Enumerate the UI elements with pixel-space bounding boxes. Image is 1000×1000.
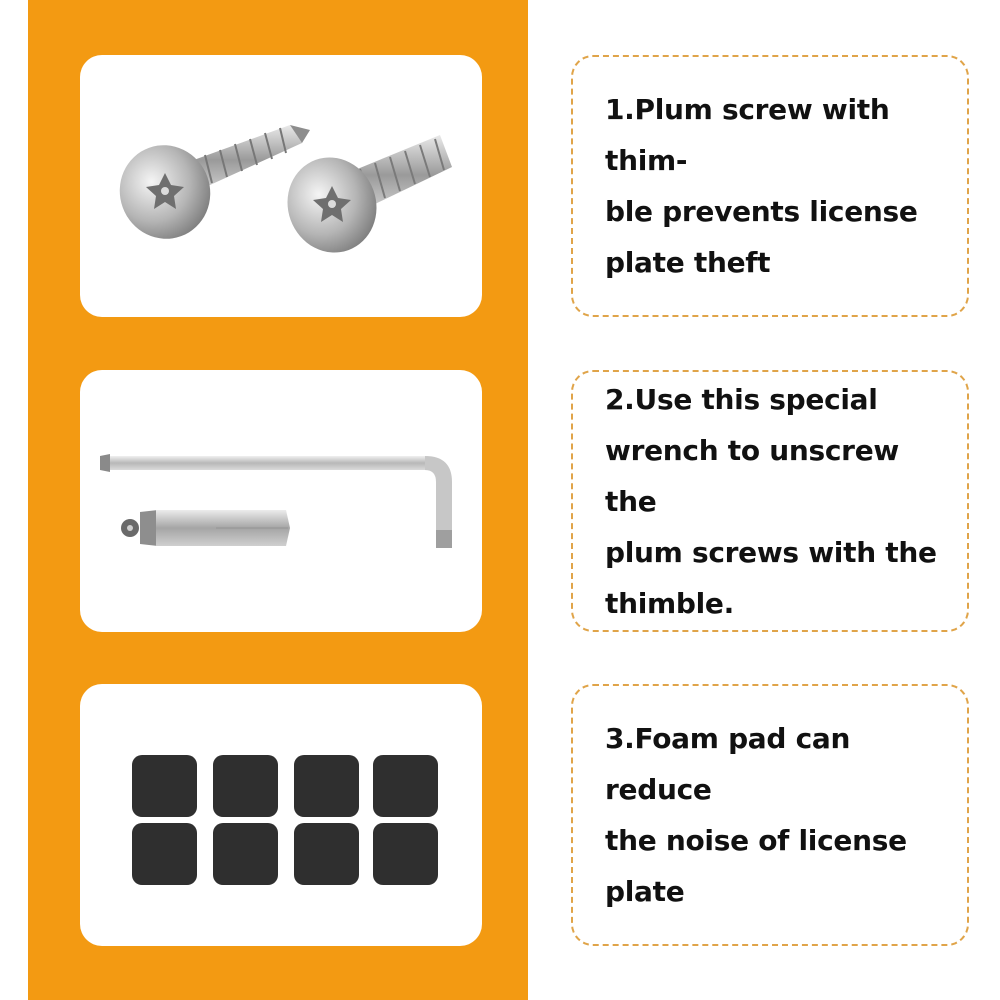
wrench-and-bit-image [80, 370, 482, 632]
feature-text-3: 3.Foam pad can reduce the noise of license plate [605, 722, 907, 908]
foam-pad-grid [132, 755, 438, 885]
foam-pad [373, 823, 438, 885]
driver-bit [121, 510, 290, 546]
foam-pad [373, 755, 438, 817]
foam-pads-image-card [80, 684, 482, 946]
foam-pad [294, 755, 359, 817]
feature-text-1: 1.Plum screw with thim- ble prevents license plate theft [605, 93, 918, 279]
foam-pad [213, 823, 278, 885]
foam-pad [294, 823, 359, 885]
machine-screw [274, 135, 452, 265]
foam-pad [132, 755, 197, 817]
foam-pad [213, 755, 278, 817]
security-screws-image [80, 55, 482, 317]
screws-image-card [80, 55, 482, 317]
wrench-image-card [80, 370, 482, 632]
foam-pads-image [80, 684, 482, 946]
foam-pad [132, 823, 197, 885]
feature-text-card-3 [571, 684, 969, 946]
feature-text-2: 2.Use this special wrench to unscrew the plum screws with the thimble. [605, 382, 937, 620]
tapping-screw [107, 125, 310, 252]
feature-text-card-1 [571, 55, 969, 317]
feature-text-card-2 [571, 370, 969, 632]
